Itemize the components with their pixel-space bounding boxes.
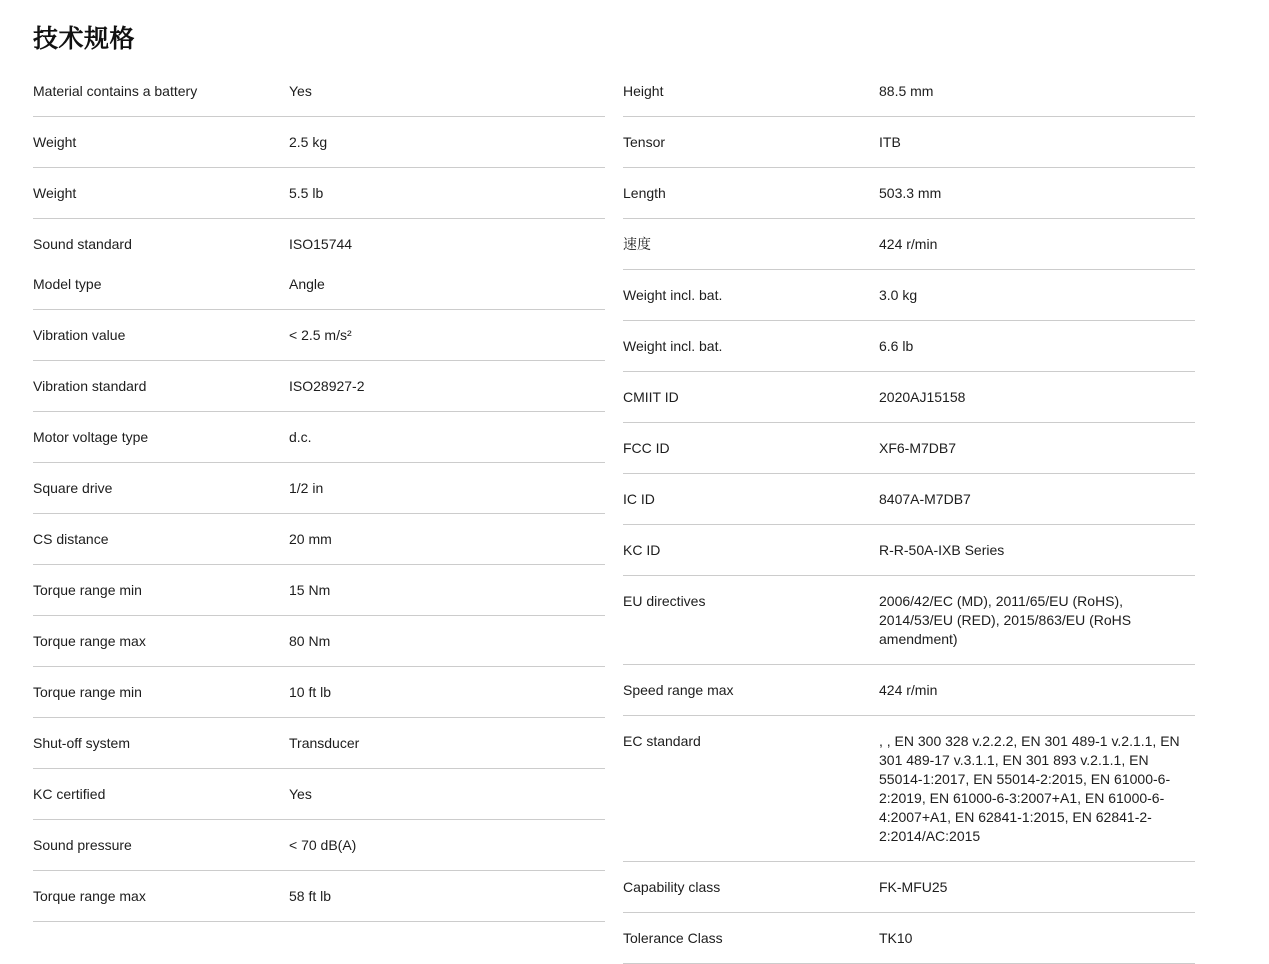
spec-value: 5.5 lb [289,185,324,201]
spec-value: 424 r/min [879,682,938,698]
spec-label: FCC ID [623,440,670,456]
spec-label: Vibration value [33,327,126,343]
spec-value: 503.3 mm [879,185,942,201]
spec-row [623,913,1195,964]
spec-row [623,66,1195,117]
spec-row [33,310,605,361]
spec-value: 6.6 lb [879,338,914,354]
spec-value: ISO15744 [289,236,353,252]
spec-row [623,716,1195,862]
spec-table-right [623,66,1195,964]
spec-row [33,667,605,718]
spec-row [623,372,1195,423]
spec-value: < 2.5 m/s² [289,327,352,343]
spec-row [33,168,605,219]
spec-value: Yes [289,786,312,802]
spec-label: Motor voltage type [33,429,149,445]
spec-row [33,871,605,922]
spec-row [623,321,1195,372]
spec-row [33,718,605,769]
spec-row [33,616,605,667]
spec-value: ITB [879,134,901,150]
spec-row [33,769,605,820]
spec-label: Torque range max [33,888,146,904]
spec-value: < 70 dB(A) [289,837,357,853]
spec-row [33,117,605,168]
spec-row [623,576,1195,665]
spec-value: 80 Nm [289,633,331,649]
spec-row [623,525,1195,576]
spec-label: Material contains a battery [33,83,198,99]
spec-value: d.c. [289,429,312,445]
spec-label: CMIIT ID [623,389,679,405]
page-title: 技术规格 [33,25,136,53]
spec-label: Torque range min [33,582,142,598]
spec-label: Tensor [623,134,666,150]
spec-label: Tolerance Class [623,930,723,946]
spec-label: Sound standard [33,236,132,252]
spec-value: ISO28927-2 [289,378,365,394]
spec-value: Angle [289,276,325,292]
spec-row [623,117,1195,168]
spec-label: Sound pressure [33,837,132,853]
spec-row [623,423,1195,474]
spec-row [623,168,1195,219]
spec-value: 424 r/min [879,236,938,252]
spec-row [33,820,605,871]
spec-label: Torque range max [33,633,146,649]
spec-label: Length [623,185,666,201]
spec-label: Shut-off system [33,735,131,751]
spec-row [623,474,1195,525]
spec-value: 58 ft lb [289,888,332,904]
spec-label: Torque range min [33,684,142,700]
spec-label: KC certified [33,786,106,802]
spec-row [33,514,605,565]
spec-label: 速度 [623,236,651,252]
spec-row [33,259,605,310]
spec-label: Capability class [623,879,721,895]
spec-label: Weight [33,134,77,150]
spec-row [33,565,605,616]
spec-row [33,463,605,514]
spec-row [33,412,605,463]
spec-row [623,862,1195,913]
spec-value: XF6-M7DB7 [879,440,957,456]
spec-value: 3.0 kg [879,287,918,303]
spec-value: 1/2 in [289,480,324,496]
spec-row [33,219,605,259]
spec-label: Height [623,83,664,99]
spec-label: EC standard [623,733,701,749]
spec-tables [33,66,1269,964]
spec-value: 20 mm [289,531,332,547]
spec-label: Weight incl. bat. [623,338,723,354]
spec-value: Transducer [289,735,360,751]
spec-value: 2.5 kg [289,134,328,150]
spec-value: 8407A-M7DB7 [879,491,971,507]
spec-label: EU directives [623,593,706,609]
spec-value: R-R-50A-IXB Series [879,542,1005,558]
spec-value: TK10 [879,930,913,946]
spec-label: Speed range max [623,682,734,698]
spec-label: Square drive [33,480,113,496]
spec-value: , , EN 300 328 v.2.2.2, EN 301 489-1 v.2.1.1, EN 301 489-17 v.3.1.1, EN 301 893 v.2.1.1, EN 55014-1:2017, EN 55014-2:2015, EN 61000-6-2:2019, EN 61000-6-3:2007+A1, EN 61000-6-4:2007+A1, EN 62841-1:2015, EN 62841-2-2:2014/AC:2015 [879,733,1180,844]
spec-value: FK-MFU25 [879,879,948,895]
spec-label: Weight incl. bat. [623,287,723,303]
spec-row [33,361,605,412]
spec-label: Model type [33,276,102,292]
spec-row [33,66,605,117]
spec-label: KC ID [623,542,661,558]
spec-value: 88.5 mm [879,83,934,99]
spec-label: CS distance [33,531,109,547]
spec-value: 2006/42/EC (MD), 2011/65/EU (RoHS), 2014/53/EU (RED), 2015/863/EU (RoHS amendment) [879,593,1132,647]
spec-table-left [33,66,605,922]
spec-value: 10 ft lb [289,684,332,700]
spec-row [623,270,1195,321]
spec-value: 2020AJ15158 [879,389,966,405]
spec-value: Yes [289,83,312,99]
spec-label: Weight [33,185,77,201]
spec-label: Vibration standard [33,378,147,394]
spec-label: IC ID [623,491,655,507]
spec-row [623,665,1195,716]
spec-value: 15 Nm [289,582,331,598]
spec-row [623,219,1195,270]
